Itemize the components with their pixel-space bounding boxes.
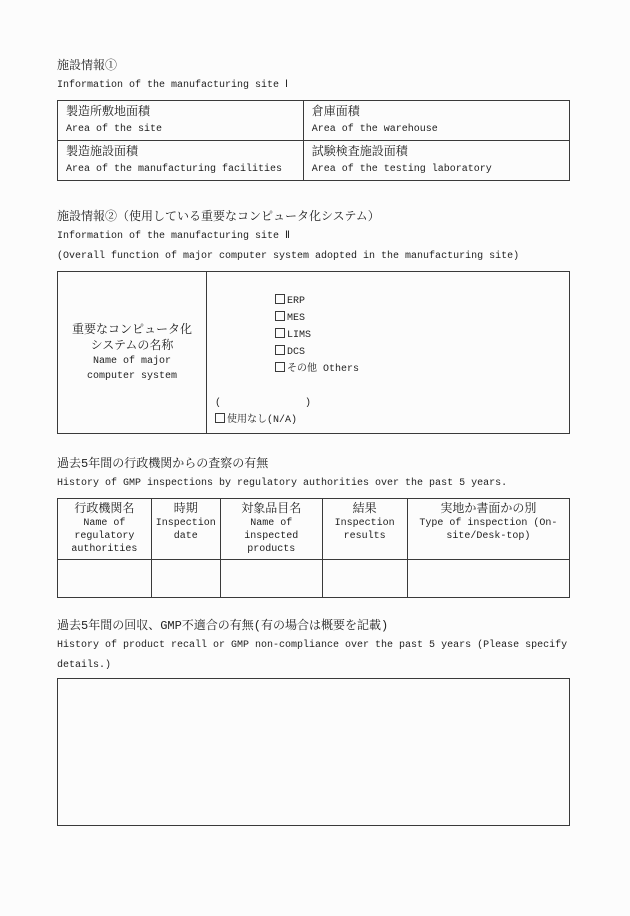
col-header-inspection-date bbox=[151, 499, 220, 560]
checkbox-mes-label: MES bbox=[287, 313, 306, 324]
computer-system-options-cell bbox=[207, 272, 570, 434]
empty-cell-inspection-date[interactable] bbox=[151, 560, 220, 598]
checkbox-erp-icon[interactable] bbox=[275, 294, 285, 304]
cell-area-of-manufacturing-facilities[interactable] bbox=[58, 141, 304, 181]
section2-subtitle-en: (Overall function of major computer system adopted in the manufacturing site) bbox=[57, 251, 520, 262]
cell-area-of-warehouse-label-en: Area of the warehouse bbox=[311, 124, 438, 135]
col-header-inspection-results-en: Inspection results bbox=[334, 518, 395, 542]
col-header-inspection-type-en: Type of inspection (On-site/Desk-top) bbox=[419, 518, 558, 542]
checkbox-erp-label: ERP bbox=[287, 296, 306, 307]
empty-cell-regulatory-authorities[interactable] bbox=[58, 560, 152, 598]
checkbox-lims-icon[interactable] bbox=[275, 328, 285, 338]
col-header-regulatory-authorities-ja: 行政機関名 bbox=[74, 502, 135, 516]
checkbox-option-erp[interactable] bbox=[275, 293, 305, 310]
site-area-table bbox=[57, 100, 570, 181]
inspection-history-table bbox=[57, 498, 570, 598]
cell-area-of-testing-laboratory[interactable] bbox=[303, 141, 569, 181]
computer-system-label-ja-line2: システムの名称 bbox=[90, 338, 174, 353]
cell-area-of-warehouse[interactable] bbox=[303, 101, 569, 141]
section4-title-ja: 過去5年間の回収、GMP不適合の有無(有の場合は概要を記載) bbox=[57, 619, 389, 633]
checkbox-na-icon[interactable] bbox=[215, 413, 225, 423]
cell-area-of-warehouse-label-ja: 倉庫面積 bbox=[311, 105, 360, 119]
empty-cell-inspection-type[interactable] bbox=[407, 560, 569, 598]
inspection-history-empty-row bbox=[58, 560, 570, 598]
checkbox-option-dcs[interactable] bbox=[275, 344, 305, 361]
section2-title-en: Information of the manufacturing site Ⅱ bbox=[57, 231, 290, 242]
computer-system-table bbox=[57, 271, 570, 434]
checkbox-others-label: その他 Others bbox=[287, 364, 360, 375]
cell-area-of-site-label-en: Area of the site bbox=[66, 124, 163, 135]
checkbox-mes-icon[interactable] bbox=[275, 311, 285, 321]
col-header-inspected-products-ja: 対象品目名 bbox=[241, 502, 302, 516]
checkbox-option-na[interactable] bbox=[215, 412, 561, 429]
computer-system-label-en-line2: computer system bbox=[86, 370, 177, 382]
col-header-regulatory-authorities bbox=[58, 499, 152, 560]
cell-area-of-manufacturing-facilities-label-en: Area of the manufacturing facilities bbox=[66, 164, 283, 175]
col-header-inspection-results-ja: 結果 bbox=[352, 502, 377, 516]
col-header-inspection-date-en: Inspection date bbox=[155, 518, 216, 542]
cell-area-of-site[interactable] bbox=[58, 101, 304, 141]
cell-area-of-manufacturing-facilities-label-ja: 製造施設面積 bbox=[66, 145, 139, 159]
cell-area-of-testing-laboratory-label-ja: 試験検査施設面積 bbox=[311, 145, 408, 159]
recall-details-box[interactable] bbox=[57, 678, 570, 826]
computer-system-label-ja-line1: 重要なコンピュータ化 bbox=[71, 322, 192, 337]
empty-cell-inspected-products[interactable] bbox=[220, 560, 322, 598]
col-header-inspection-type bbox=[407, 499, 569, 560]
section4-title-en: History of product recall or GMP non-compliance over the past 5 years (Please specify details.) bbox=[57, 640, 568, 671]
col-header-inspection-type-ja: 実地か書面かの別 bbox=[440, 502, 537, 516]
cell-area-of-testing-laboratory-label-en: Area of the testing laboratory bbox=[311, 164, 492, 175]
others-blank-field[interactable]: ( ) bbox=[215, 398, 312, 409]
col-header-inspection-date-ja: 時期 bbox=[173, 502, 198, 516]
inspection-history-header-row bbox=[58, 499, 570, 560]
computer-system-row-label bbox=[58, 272, 207, 434]
col-header-regulatory-authorities-en: Name of regulatory authorities bbox=[71, 518, 138, 555]
checkbox-others-icon[interactable] bbox=[275, 362, 285, 372]
section3-title-ja: 過去5年間の行政機関からの査察の有無 bbox=[57, 457, 269, 471]
checkbox-lims-label: LIMS bbox=[287, 330, 312, 341]
checkbox-option-others[interactable] bbox=[275, 361, 359, 378]
checkbox-dcs-label: DCS bbox=[287, 347, 306, 358]
col-header-inspected-products-en: Name of inspected products bbox=[244, 518, 299, 555]
computer-system-label-en-line1: Name of major bbox=[92, 355, 171, 367]
checkbox-dcs-icon[interactable] bbox=[275, 345, 285, 355]
section3-title-en: History of GMP inspections by regulatory authorities over the past 5 years. bbox=[57, 478, 508, 489]
section1-title-ja: 施設情報① bbox=[57, 59, 118, 73]
col-header-inspection-results bbox=[322, 499, 407, 560]
checkbox-na-label: 使用なし(N/A) bbox=[227, 415, 298, 426]
section2-title-ja: 施設情報②（使用している重要なコンピュータ化システム） bbox=[57, 210, 380, 224]
empty-cell-inspection-results[interactable] bbox=[322, 560, 407, 598]
computer-system-options-row bbox=[215, 276, 561, 395]
checkbox-option-lims[interactable] bbox=[275, 327, 311, 344]
cell-area-of-site-label-ja: 製造所敷地面積 bbox=[66, 105, 151, 119]
col-header-inspected-products bbox=[220, 499, 322, 560]
section1-title-en: Information of the manufacturing site Ⅰ bbox=[57, 80, 288, 91]
checkbox-option-mes[interactable] bbox=[275, 310, 305, 327]
